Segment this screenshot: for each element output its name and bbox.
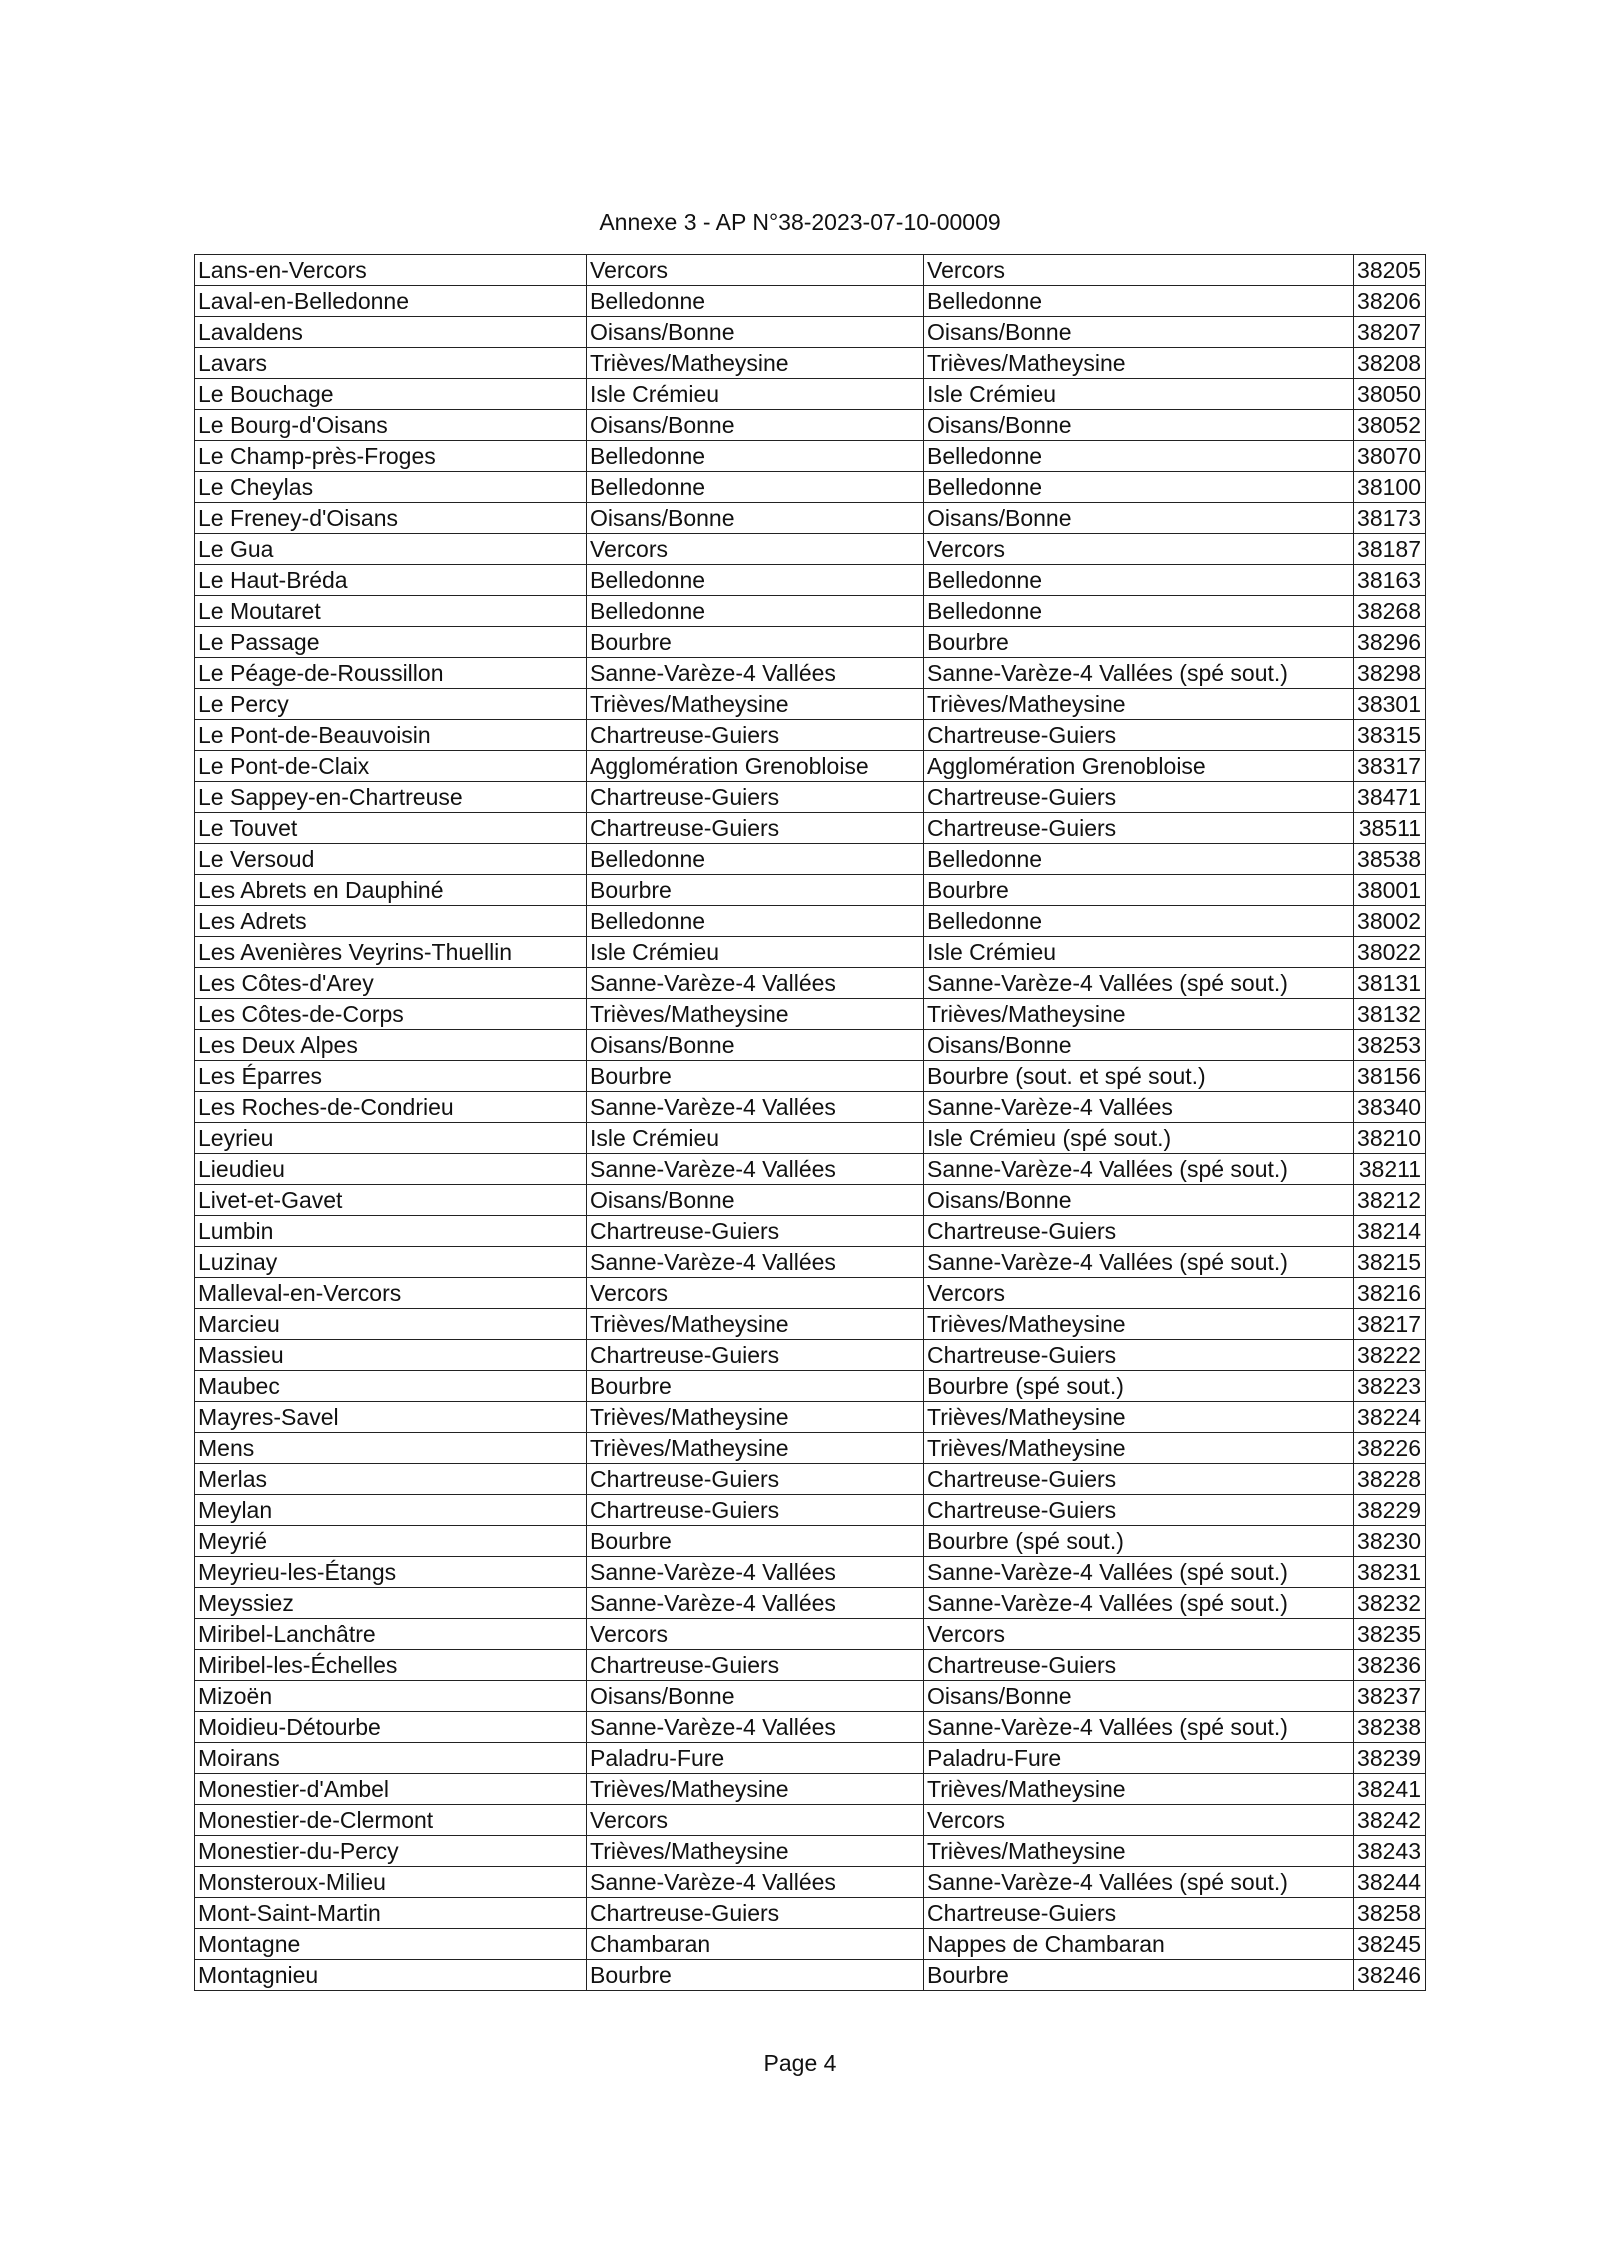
sector-cell: Belledonne xyxy=(587,596,924,627)
sector-cell: Trièves/Matheysine xyxy=(587,348,924,379)
commune-cell: Monestier-d'Ambel xyxy=(195,1774,587,1805)
table-row xyxy=(195,937,1426,968)
table-row xyxy=(195,1743,1426,1774)
insee-code-cell: 38206 xyxy=(1354,286,1426,317)
table-row xyxy=(195,1216,1426,1247)
table-row xyxy=(195,472,1426,503)
table-row xyxy=(195,1371,1426,1402)
commune-cell: Le Versoud xyxy=(195,844,587,875)
insee-code-cell: 38237 xyxy=(1354,1681,1426,1712)
zone-cell: Oisans/Bonne xyxy=(924,317,1354,348)
sector-cell: Belledonne xyxy=(587,844,924,875)
table-row xyxy=(195,1123,1426,1154)
insee-code-cell: 38212 xyxy=(1354,1185,1426,1216)
commune-cell: Lavaldens xyxy=(195,317,587,348)
insee-code-cell: 38001 xyxy=(1354,875,1426,906)
table-row xyxy=(195,1247,1426,1278)
sector-cell: Sanne-Varèze-4 Vallées xyxy=(587,1712,924,1743)
sector-cell: Isle Crémieu xyxy=(587,379,924,410)
sector-cell: Trièves/Matheysine xyxy=(587,1402,924,1433)
table-row xyxy=(195,844,1426,875)
zone-cell: Sanne-Varèze-4 Vallées (spé sout.) xyxy=(924,1588,1354,1619)
table-row xyxy=(195,720,1426,751)
table-row xyxy=(195,1340,1426,1371)
sector-cell: Belledonne xyxy=(587,441,924,472)
sector-cell: Oisans/Bonne xyxy=(587,317,924,348)
table-row xyxy=(195,1185,1426,1216)
insee-code-cell: 38230 xyxy=(1354,1526,1426,1557)
table-row xyxy=(195,1030,1426,1061)
commune-cell: Moirans xyxy=(195,1743,587,1774)
insee-code-cell: 38050 xyxy=(1354,379,1426,410)
sector-cell: Belledonne xyxy=(587,472,924,503)
zone-cell: Sanne-Varèze-4 Vallées (spé sout.) xyxy=(924,1247,1354,1278)
zone-cell: Sanne-Varèze-4 Vallées (spé sout.) xyxy=(924,1712,1354,1743)
zone-cell: Belledonne xyxy=(924,844,1354,875)
table-row xyxy=(195,1495,1426,1526)
sector-cell: Chartreuse-Guiers xyxy=(587,1464,924,1495)
insee-code-cell: 38210 xyxy=(1354,1123,1426,1154)
sector-cell: Sanne-Varèze-4 Vallées xyxy=(587,1154,924,1185)
zone-cell: Oisans/Bonne xyxy=(924,410,1354,441)
insee-code-cell: 38132 xyxy=(1354,999,1426,1030)
zone-cell: Agglomération Grenobloise xyxy=(924,751,1354,782)
commune-cell: Le Péage-de-Roussillon xyxy=(195,658,587,689)
sector-cell: Chartreuse-Guiers xyxy=(587,1650,924,1681)
zone-cell: Chartreuse-Guiers xyxy=(924,1495,1354,1526)
table-row xyxy=(195,1464,1426,1495)
commune-cell: Les Roches-de-Condrieu xyxy=(195,1092,587,1123)
commune-cell: Lumbin xyxy=(195,1216,587,1247)
insee-code-cell: 38538 xyxy=(1354,844,1426,875)
commune-cell: Mens xyxy=(195,1433,587,1464)
insee-code-cell: 38173 xyxy=(1354,503,1426,534)
zone-cell: Trièves/Matheysine xyxy=(924,1433,1354,1464)
zone-cell: Trièves/Matheysine xyxy=(924,1309,1354,1340)
commune-cell: Le Moutaret xyxy=(195,596,587,627)
zone-cell: Vercors xyxy=(924,1278,1354,1309)
zone-cell: Vercors xyxy=(924,1619,1354,1650)
zone-cell: Chartreuse-Guiers xyxy=(924,1898,1354,1929)
zone-cell: Trièves/Matheysine xyxy=(924,1402,1354,1433)
commune-table-body xyxy=(195,255,1426,1991)
table-row xyxy=(195,441,1426,472)
table-row xyxy=(195,1061,1426,1092)
commune-table xyxy=(194,254,1426,1991)
insee-code-cell: 38070 xyxy=(1354,441,1426,472)
table-row xyxy=(195,286,1426,317)
insee-code-cell: 38239 xyxy=(1354,1743,1426,1774)
insee-code-cell: 38228 xyxy=(1354,1464,1426,1495)
table-row xyxy=(195,503,1426,534)
insee-code-cell: 38131 xyxy=(1354,968,1426,999)
zone-cell: Chartreuse-Guiers xyxy=(924,720,1354,751)
table-row xyxy=(195,906,1426,937)
sector-cell: Bourbre xyxy=(587,1960,924,1991)
commune-cell: Meyssiez xyxy=(195,1588,587,1619)
insee-code-cell: 38211 xyxy=(1354,1154,1426,1185)
sector-cell: Trièves/Matheysine xyxy=(587,1309,924,1340)
zone-cell: Trièves/Matheysine xyxy=(924,1774,1354,1805)
commune-cell: Le Bouchage xyxy=(195,379,587,410)
sector-cell: Chambaran xyxy=(587,1929,924,1960)
insee-code-cell: 38471 xyxy=(1354,782,1426,813)
table-row xyxy=(195,410,1426,441)
commune-cell: Monestier-de-Clermont xyxy=(195,1805,587,1836)
insee-code-cell: 38253 xyxy=(1354,1030,1426,1061)
commune-cell: Les Avenières Veyrins-Thuellin xyxy=(195,937,587,968)
zone-cell: Trièves/Matheysine xyxy=(924,689,1354,720)
commune-cell: Les Deux Alpes xyxy=(195,1030,587,1061)
table-row xyxy=(195,689,1426,720)
commune-cell: Le Passage xyxy=(195,627,587,658)
zone-cell: Bourbre (spé sout.) xyxy=(924,1526,1354,1557)
sector-cell: Chartreuse-Guiers xyxy=(587,720,924,751)
sector-cell: Trièves/Matheysine xyxy=(587,1836,924,1867)
insee-code-cell: 38232 xyxy=(1354,1588,1426,1619)
insee-code-cell: 38246 xyxy=(1354,1960,1426,1991)
zone-cell: Sanne-Varèze-4 Vallées (spé sout.) xyxy=(924,1154,1354,1185)
table-row xyxy=(195,1929,1426,1960)
table-row xyxy=(195,1836,1426,1867)
insee-code-cell: 38296 xyxy=(1354,627,1426,658)
commune-cell: Meylan xyxy=(195,1495,587,1526)
zone-cell: Bourbre (spé sout.) xyxy=(924,1371,1354,1402)
table-row xyxy=(195,1650,1426,1681)
insee-code-cell: 38224 xyxy=(1354,1402,1426,1433)
table-row xyxy=(195,348,1426,379)
insee-code-cell: 38214 xyxy=(1354,1216,1426,1247)
zone-cell: Isle Crémieu (spé sout.) xyxy=(924,1123,1354,1154)
table-row xyxy=(195,1557,1426,1588)
insee-code-cell: 38245 xyxy=(1354,1929,1426,1960)
commune-cell: Les Côtes-de-Corps xyxy=(195,999,587,1030)
table-row xyxy=(195,534,1426,565)
commune-cell: Miribel-Lanchâtre xyxy=(195,1619,587,1650)
sector-cell: Sanne-Varèze-4 Vallées xyxy=(587,1247,924,1278)
table-row xyxy=(195,1309,1426,1340)
table-row xyxy=(195,1805,1426,1836)
insee-code-cell: 38235 xyxy=(1354,1619,1426,1650)
commune-cell: Lavars xyxy=(195,348,587,379)
insee-code-cell: 38156 xyxy=(1354,1061,1426,1092)
insee-code-cell: 38238 xyxy=(1354,1712,1426,1743)
zone-cell: Chartreuse-Guiers xyxy=(924,1216,1354,1247)
commune-cell: Monsteroux-Milieu xyxy=(195,1867,587,1898)
table-row xyxy=(195,813,1426,844)
zone-cell: Sanne-Varèze-4 Vallées (spé sout.) xyxy=(924,658,1354,689)
insee-code-cell: 38226 xyxy=(1354,1433,1426,1464)
insee-code-cell: 38217 xyxy=(1354,1309,1426,1340)
insee-code-cell: 38022 xyxy=(1354,937,1426,968)
commune-cell: Monestier-du-Percy xyxy=(195,1836,587,1867)
commune-cell: Luzinay xyxy=(195,1247,587,1278)
zone-cell: Sanne-Varèze-4 Vallées xyxy=(924,1092,1354,1123)
zone-cell: Chartreuse-Guiers xyxy=(924,1650,1354,1681)
table-row xyxy=(195,1278,1426,1309)
sector-cell: Sanne-Varèze-4 Vallées xyxy=(587,968,924,999)
table-row xyxy=(195,968,1426,999)
sector-cell: Sanne-Varèze-4 Vallées xyxy=(587,1557,924,1588)
commune-cell: Moidieu-Détourbe xyxy=(195,1712,587,1743)
table-row xyxy=(195,1402,1426,1433)
sector-cell: Chartreuse-Guiers xyxy=(587,1340,924,1371)
table-row xyxy=(195,565,1426,596)
sector-cell: Vercors xyxy=(587,534,924,565)
zone-cell: Bourbre (sout. et spé sout.) xyxy=(924,1061,1354,1092)
page-number: Page 4 xyxy=(763,2050,837,2076)
zone-cell: Trièves/Matheysine xyxy=(924,1836,1354,1867)
commune-cell: Massieu xyxy=(195,1340,587,1371)
sector-cell: Oisans/Bonne xyxy=(587,1185,924,1216)
insee-code-cell: 38340 xyxy=(1354,1092,1426,1123)
commune-cell: Malleval-en-Vercors xyxy=(195,1278,587,1309)
zone-cell: Oisans/Bonne xyxy=(924,1185,1354,1216)
commune-cell: Le Haut-Bréda xyxy=(195,565,587,596)
table-row xyxy=(195,751,1426,782)
zone-cell: Vercors xyxy=(924,534,1354,565)
zone-cell: Isle Crémieu xyxy=(924,379,1354,410)
zone-cell: Bourbre xyxy=(924,1960,1354,1991)
zone-cell: Vercors xyxy=(924,1805,1354,1836)
document-title: Annexe 3 - AP N°38-2023-07-10-00009 xyxy=(599,209,1001,235)
zone-cell: Oisans/Bonne xyxy=(924,1681,1354,1712)
zone-cell: Belledonne xyxy=(924,441,1354,472)
sector-cell: Chartreuse-Guiers xyxy=(587,1495,924,1526)
sector-cell: Chartreuse-Guiers xyxy=(587,813,924,844)
commune-cell: Les Côtes-d'Arey xyxy=(195,968,587,999)
sector-cell: Trièves/Matheysine xyxy=(587,1774,924,1805)
sector-cell: Agglomération Grenobloise xyxy=(587,751,924,782)
insee-code-cell: 38223 xyxy=(1354,1371,1426,1402)
sector-cell: Paladru-Fure xyxy=(587,1743,924,1774)
commune-cell: Montagnieu xyxy=(195,1960,587,1991)
sector-cell: Sanne-Varèze-4 Vallées xyxy=(587,1588,924,1619)
table-row xyxy=(195,1867,1426,1898)
commune-cell: Les Éparres xyxy=(195,1061,587,1092)
insee-code-cell: 38511 xyxy=(1354,813,1426,844)
sector-cell: Belledonne xyxy=(587,565,924,596)
sector-cell: Sanne-Varèze-4 Vallées xyxy=(587,658,924,689)
zone-cell: Belledonne xyxy=(924,472,1354,503)
insee-code-cell: 38317 xyxy=(1354,751,1426,782)
sector-cell: Trièves/Matheysine xyxy=(587,999,924,1030)
zone-cell: Chartreuse-Guiers xyxy=(924,1340,1354,1371)
table-row xyxy=(195,999,1426,1030)
table-row xyxy=(195,1774,1426,1805)
zone-cell: Belledonne xyxy=(924,565,1354,596)
sector-cell: Sanne-Varèze-4 Vallées xyxy=(587,1867,924,1898)
zone-cell: Isle Crémieu xyxy=(924,937,1354,968)
sector-cell: Bourbre xyxy=(587,627,924,658)
sector-cell: Bourbre xyxy=(587,1526,924,1557)
sector-cell: Trièves/Matheysine xyxy=(587,689,924,720)
zone-cell: Bourbre xyxy=(924,627,1354,658)
table-row xyxy=(195,1619,1426,1650)
table-row xyxy=(195,1154,1426,1185)
zone-cell: Chartreuse-Guiers xyxy=(924,782,1354,813)
commune-cell: Le Freney-d'Oisans xyxy=(195,503,587,534)
insee-code-cell: 38231 xyxy=(1354,1557,1426,1588)
table-row xyxy=(195,1433,1426,1464)
zone-cell: Oisans/Bonne xyxy=(924,503,1354,534)
insee-code-cell: 38100 xyxy=(1354,472,1426,503)
table-row xyxy=(195,1960,1426,1991)
table-row xyxy=(195,782,1426,813)
insee-code-cell: 38222 xyxy=(1354,1340,1426,1371)
table-row xyxy=(195,1526,1426,1557)
sector-cell: Trièves/Matheysine xyxy=(587,1433,924,1464)
sector-cell: Bourbre xyxy=(587,1061,924,1092)
commune-cell: Le Pont-de-Beauvoisin xyxy=(195,720,587,751)
commune-cell: Lans-en-Vercors xyxy=(195,255,587,286)
commune-cell: Le Percy xyxy=(195,689,587,720)
commune-cell: Meyrié xyxy=(195,1526,587,1557)
table-row xyxy=(195,1092,1426,1123)
insee-code-cell: 38163 xyxy=(1354,565,1426,596)
sector-cell: Chartreuse-Guiers xyxy=(587,1898,924,1929)
insee-code-cell: 38268 xyxy=(1354,596,1426,627)
commune-cell: Laval-en-Belledonne xyxy=(195,286,587,317)
insee-code-cell: 38215 xyxy=(1354,1247,1426,1278)
table-row xyxy=(195,596,1426,627)
insee-code-cell: 38205 xyxy=(1354,255,1426,286)
table-row xyxy=(195,627,1426,658)
table-row xyxy=(195,255,1426,286)
table-row xyxy=(195,1712,1426,1743)
zone-cell: Trièves/Matheysine xyxy=(924,999,1354,1030)
table-row xyxy=(195,1898,1426,1929)
commune-cell: Miribel-les-Échelles xyxy=(195,1650,587,1681)
sector-cell: Bourbre xyxy=(587,875,924,906)
sector-cell: Oisans/Bonne xyxy=(587,503,924,534)
table-row xyxy=(195,1588,1426,1619)
commune-cell: Mizoën xyxy=(195,1681,587,1712)
zone-cell: Chartreuse-Guiers xyxy=(924,813,1354,844)
table-row xyxy=(195,875,1426,906)
zone-cell: Bourbre xyxy=(924,875,1354,906)
zone-cell: Sanne-Varèze-4 Vallées (spé sout.) xyxy=(924,1867,1354,1898)
sector-cell: Oisans/Bonne xyxy=(587,1030,924,1061)
commune-cell: Le Pont-de-Claix xyxy=(195,751,587,782)
insee-code-cell: 38298 xyxy=(1354,658,1426,689)
insee-code-cell: 38052 xyxy=(1354,410,1426,441)
zone-cell: Nappes de Chambaran xyxy=(924,1929,1354,1960)
zone-cell: Belledonne xyxy=(924,596,1354,627)
commune-cell: Le Gua xyxy=(195,534,587,565)
commune-cell: Les Abrets en Dauphiné xyxy=(195,875,587,906)
commune-cell: Mont-Saint-Martin xyxy=(195,1898,587,1929)
sector-cell: Belledonne xyxy=(587,286,924,317)
insee-code-cell: 38208 xyxy=(1354,348,1426,379)
commune-cell: Les Adrets xyxy=(195,906,587,937)
insee-code-cell: 38002 xyxy=(1354,906,1426,937)
commune-cell: Le Champ-près-Froges xyxy=(195,441,587,472)
insee-code-cell: 38229 xyxy=(1354,1495,1426,1526)
zone-cell: Oisans/Bonne xyxy=(924,1030,1354,1061)
sector-cell: Chartreuse-Guiers xyxy=(587,1216,924,1247)
commune-cell: Le Sappey-en-Chartreuse xyxy=(195,782,587,813)
sector-cell: Vercors xyxy=(587,1805,924,1836)
insee-code-cell: 38236 xyxy=(1354,1650,1426,1681)
sector-cell: Chartreuse-Guiers xyxy=(587,782,924,813)
sector-cell: Sanne-Varèze-4 Vallées xyxy=(587,1092,924,1123)
insee-code-cell: 38315 xyxy=(1354,720,1426,751)
commune-cell: Le Cheylas xyxy=(195,472,587,503)
insee-code-cell: 38216 xyxy=(1354,1278,1426,1309)
zone-cell: Vercors xyxy=(924,255,1354,286)
commune-cell: Meyrieu-les-Étangs xyxy=(195,1557,587,1588)
sector-cell: Vercors xyxy=(587,255,924,286)
commune-cell: Le Touvet xyxy=(195,813,587,844)
insee-code-cell: 38258 xyxy=(1354,1898,1426,1929)
commune-cell: Leyrieu xyxy=(195,1123,587,1154)
sector-cell: Vercors xyxy=(587,1619,924,1650)
sector-cell: Isle Crémieu xyxy=(587,937,924,968)
insee-code-cell: 38301 xyxy=(1354,689,1426,720)
zone-cell: Chartreuse-Guiers xyxy=(924,1464,1354,1495)
commune-cell: Merlas xyxy=(195,1464,587,1495)
zone-cell: Belledonne xyxy=(924,906,1354,937)
commune-cell: Montagne xyxy=(195,1929,587,1960)
insee-code-cell: 38244 xyxy=(1354,1867,1426,1898)
commune-cell: Le Bourg-d'Oisans xyxy=(195,410,587,441)
insee-code-cell: 38241 xyxy=(1354,1774,1426,1805)
table-row xyxy=(195,317,1426,348)
sector-cell: Vercors xyxy=(587,1278,924,1309)
commune-cell: Maubec xyxy=(195,1371,587,1402)
zone-cell: Sanne-Varèze-4 Vallées (spé sout.) xyxy=(924,968,1354,999)
sector-cell: Bourbre xyxy=(587,1371,924,1402)
zone-cell: Paladru-Fure xyxy=(924,1743,1354,1774)
table-row xyxy=(195,379,1426,410)
zone-cell: Sanne-Varèze-4 Vallées (spé sout.) xyxy=(924,1557,1354,1588)
insee-code-cell: 38242 xyxy=(1354,1805,1426,1836)
commune-cell: Lieudieu xyxy=(195,1154,587,1185)
commune-cell: Marcieu xyxy=(195,1309,587,1340)
insee-code-cell: 38207 xyxy=(1354,317,1426,348)
table-row xyxy=(195,658,1426,689)
zone-cell: Trièves/Matheysine xyxy=(924,348,1354,379)
sector-cell: Oisans/Bonne xyxy=(587,1681,924,1712)
zone-cell: Belledonne xyxy=(924,286,1354,317)
commune-cell: Mayres-Savel xyxy=(195,1402,587,1433)
sector-cell: Belledonne xyxy=(587,906,924,937)
insee-code-cell: 38243 xyxy=(1354,1836,1426,1867)
insee-code-cell: 38187 xyxy=(1354,534,1426,565)
sector-cell: Isle Crémieu xyxy=(587,1123,924,1154)
sector-cell: Oisans/Bonne xyxy=(587,410,924,441)
commune-cell: Livet-et-Gavet xyxy=(195,1185,587,1216)
table-row xyxy=(195,1681,1426,1712)
